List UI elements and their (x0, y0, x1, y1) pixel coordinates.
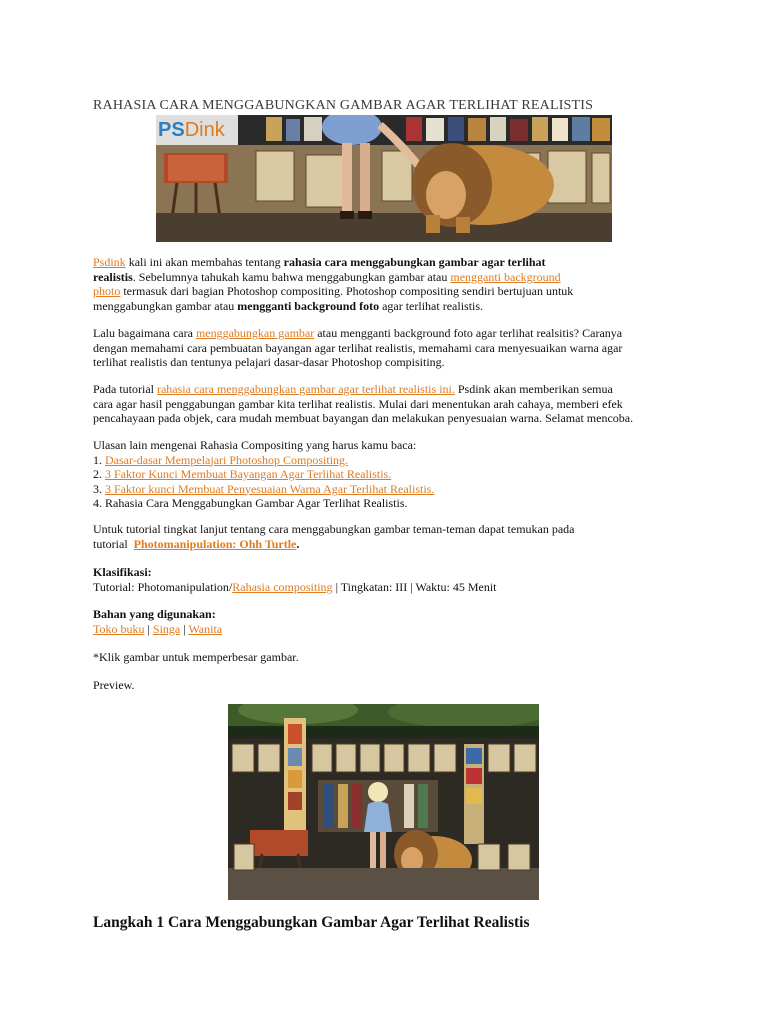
hero-image[interactable] (156, 115, 612, 242)
preview-label: Preview. (93, 678, 135, 692)
preview-image[interactable] (228, 704, 539, 900)
mengganti-background-link[interactable]: mengganti background (450, 269, 561, 284)
photo-link[interactable]: photo (93, 284, 121, 298)
menggabungkan-gambar-link[interactable]: menggabungkan gambar (195, 326, 315, 340)
related-item-4: Rahasia Cara Menggabungkan Gambar Agar Terlihat Realistis. (105, 496, 408, 510)
related-link-1[interactable]: Dasar-dasar Mempelajari Photoshop Compositing. (105, 452, 349, 467)
rahasia-cara-link[interactable]: rahasia cara menggabungkan gambar agar terlihat realistis ini. (156, 382, 455, 396)
intro-line-3: photo termasuk dari bagian Photoshop compositing. Photoshop compositing sendiri bertujuan untuk (93, 284, 574, 298)
intro-paragraph (93, 255, 683, 313)
intro-line-1: Psdink kali ini akan membahas tentang rahasia cara menggabungkan gambar agar terlihat (93, 255, 546, 269)
preview-illustration (228, 704, 539, 900)
related-link-2[interactable]: 3 Faktor Kunci Membuat Bayangan Agar Terlihat Realistis. (105, 467, 392, 481)
singa-link[interactable]: Singa (152, 621, 181, 636)
related-link-3[interactable]: 3 Faktor kunci Membuat Penyesuaian Warna Agar Terlihat Realistis. (105, 481, 435, 496)
klasifikasi-section: Klasifikasi: Tutorial: Photomanipulation/Rahasia compositing | Tingkatan: III | Waktu: 45 Menit (93, 565, 683, 594)
wanita-link[interactable]: Wanita (188, 621, 223, 636)
photomanipulation-link[interactable]: Photomanipulation: Ohh Turtle (133, 536, 297, 551)
bahan-section: Bahan yang digunakan: Toko buku | Singa | Wanita (93, 607, 683, 636)
psdink-logo (158, 117, 225, 143)
howto-paragraph: Lalu bagaimana cara menggabungkan gambar atau mengganti background foto agar terlihat realsitis? Caranya dengan memahami cara pembuatan bayangan agar terlihat realistis, memahami cara menyesuaikan warna agar terlihat realistis dan tentunya pelajari dasar-dasar Photoshop compisiting. (93, 326, 623, 369)
intro-line-4: menggabungkan gambar atau mengganti background foto agar terlihat realistis. (93, 298, 484, 313)
related-intro: Ulasan lain mengenai Rahasia Compositing yang harus kamu baca: (93, 438, 417, 452)
enlarge-note: *Klik gambar untuk memperbesar gambar. (93, 650, 299, 664)
toko-buku-link[interactable]: Toko buku (93, 621, 145, 636)
related-articles (93, 438, 683, 511)
bahan-heading: Bahan yang digunakan: (93, 607, 216, 621)
advanced-paragraph: Untuk tutorial tingkat lanjut tentang cara menggabungkan gambar teman-teman dapat temukan pada tutorial Photomanipulation: Ohh Turtle. (93, 522, 575, 551)
klasifikasi-heading: Klasifikasi: (93, 565, 152, 579)
psdink-link[interactable]: Psdink (93, 255, 126, 269)
logo-ps: PS (158, 119, 185, 141)
list-item: 2. 3 Faktor Kunci Membuat Bayangan Agar Terlihat Realistis. (93, 467, 392, 481)
step-1-heading: Langkah 1 Cara Menggabungkan Gambar Agar Terlihat Realistis (93, 914, 530, 931)
rahasia-compositing-link[interactable]: Rahasia compositing (232, 579, 333, 594)
tutorial-paragraph: Pada tutorial rahasia cara menggabungkan gambar agar terlihat realistis ini. Psdink akan memberikan semua cara agar hasil penggabungan gambar kita terlihat realistis. Mulai dari menentukan arah cahaya, memberi efek pencahayaan pada objek, cara mudah membuat bayangan dan melakukan penyesuaian warna. Selamat mencoba. (93, 382, 634, 425)
logo-dink: Dink (184, 119, 225, 141)
list-item: 3. 3 Faktor kunci Membuat Penyesuaian Warna Agar Terlihat Realistis. (93, 481, 435, 496)
list-item: 4. Rahasia Cara Menggabungkan Gambar Agar Terlihat Realistis. (93, 496, 408, 510)
list-item: 1. Dasar-dasar Mempelajari Photoshop Compositing. (93, 452, 349, 467)
intro-line-2: realistis. Sebelumnya tahukah kamu bahwa menggabungkan gambar atau mengganti background (93, 269, 561, 284)
page-title: RAHASIA CARA MENGGABUNGKAN GAMBAR AGAR TERLIHAT REALISTIS (93, 98, 594, 113)
